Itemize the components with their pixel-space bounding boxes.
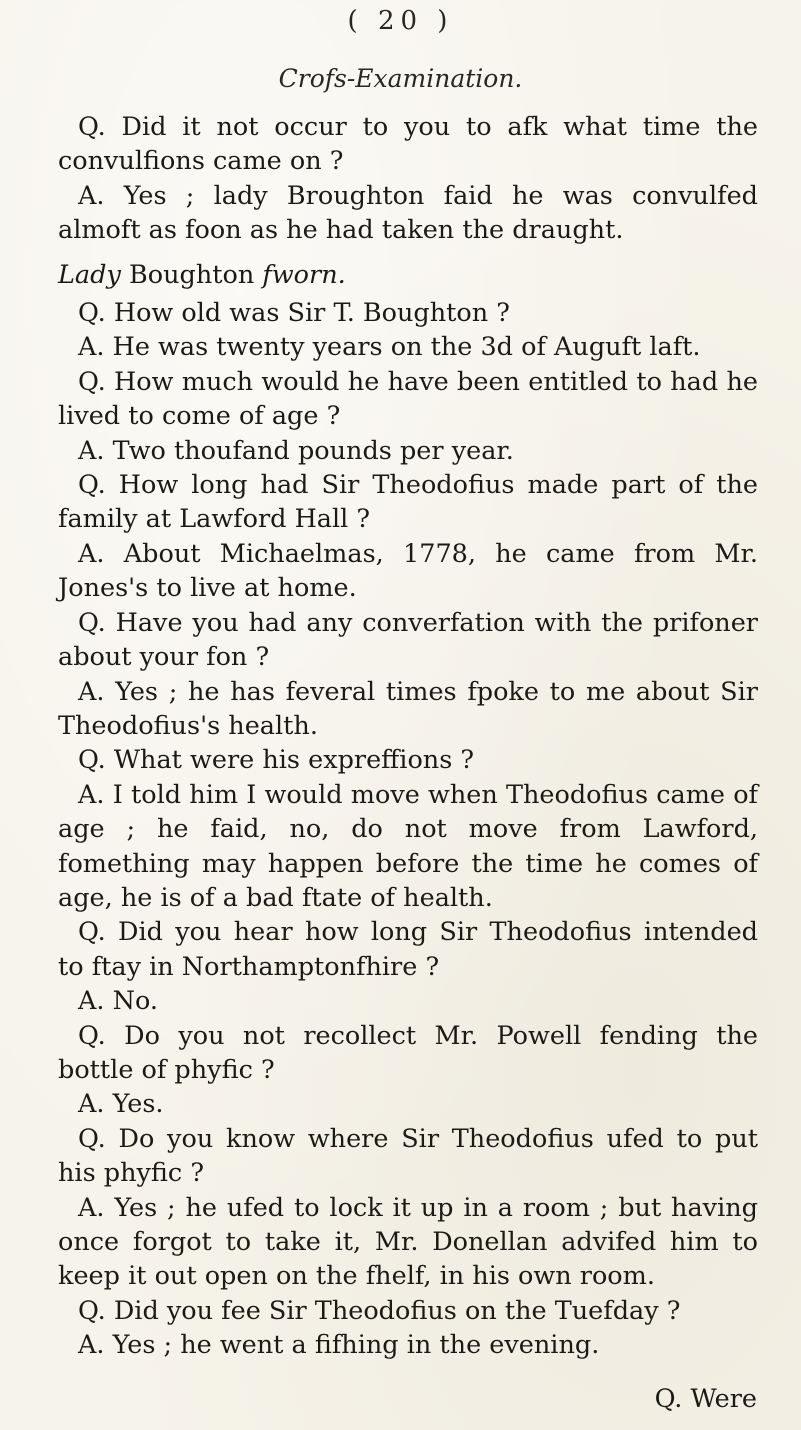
answer-paragraph: A. Two thoufand pounds per year. — [78, 435, 514, 466]
question-paragraph: Q. How old was Sir T. Boughton ? — [78, 298, 510, 329]
answer-paragraph: A. Yes ; he went a fifhing in the evening. — [78, 1330, 600, 1361]
answer-paragraph: A. Yes ; lady Broughton faid he was convulfed almoft as foon as he had taken the draught. — [58, 180, 758, 246]
question-paragraph: Q. How much would he have been entitled to had he lived to come of age ? — [58, 366, 758, 432]
question-paragraph: Q. Have you had any converfation with the prifoner about your fon ? — [58, 607, 758, 673]
answer-paragraph: A. Yes ; he ufed to lock it up in a room ; but having once forgot to take it, Mr. Donellan advifed him to keep it out open on the fhelf, in his own room. — [58, 1192, 758, 1292]
page-number: ( 20 ) — [347, 6, 454, 36]
question-paragraph: Q. Did you hear how long Sir Theodofius intended to ftay in Northamptonfhire ? — [58, 917, 758, 982]
answer-paragraph: A. Yes. — [78, 1089, 164, 1120]
running-head: Crofs-Examination. — [278, 64, 523, 93]
question-paragraph: Q. How long had Sir Theodofius made part of the family at Lawford Hall ? — [58, 470, 758, 535]
question-paragraph: Q. Do you know where Sir Theodofius ufed to put his phyfic ? — [58, 1123, 758, 1189]
answer-paragraph: A. I told him I would move when Theodofius came of age ; he faid, no, do not move from Lawford, fomething may happen before the time he comes of age, he is of a bad ftate of health. — [58, 779, 758, 913]
question-paragraph: Q. Did you fee Sir Theodofius on the Tuefday ? — [78, 1295, 681, 1326]
witness-heading-sworn: fworn. — [262, 259, 346, 290]
body-text — [58, 110, 758, 1363]
witness-heading — [58, 258, 758, 292]
witness-heading-italic: Lady — [58, 259, 121, 290]
answer-paragraph: A. He was twenty years on the 3d of Auguft laft. — [78, 332, 701, 363]
question-paragraph: Q. Do you not recollect Mr. Powell fending the bottle of phyfic ? — [58, 1020, 758, 1085]
answer-paragraph: A. No. — [78, 986, 158, 1017]
question-paragraph: Q. What were his expreffions ? — [78, 745, 475, 776]
answer-paragraph: A. Yes ; he has feveral times fpoke to me about Sir Theodofius's health. — [58, 676, 758, 741]
question-paragraph: Q. Did it not occur to you to afk what time the convulfions came on ? — [58, 112, 758, 177]
catchword: Q. Were — [654, 1384, 757, 1414]
witness-heading-name: Boughton — [128, 259, 255, 290]
answer-paragraph: A. About Michaelmas, 1778, he came from Mr. Jones's to live at home. — [58, 538, 758, 604]
